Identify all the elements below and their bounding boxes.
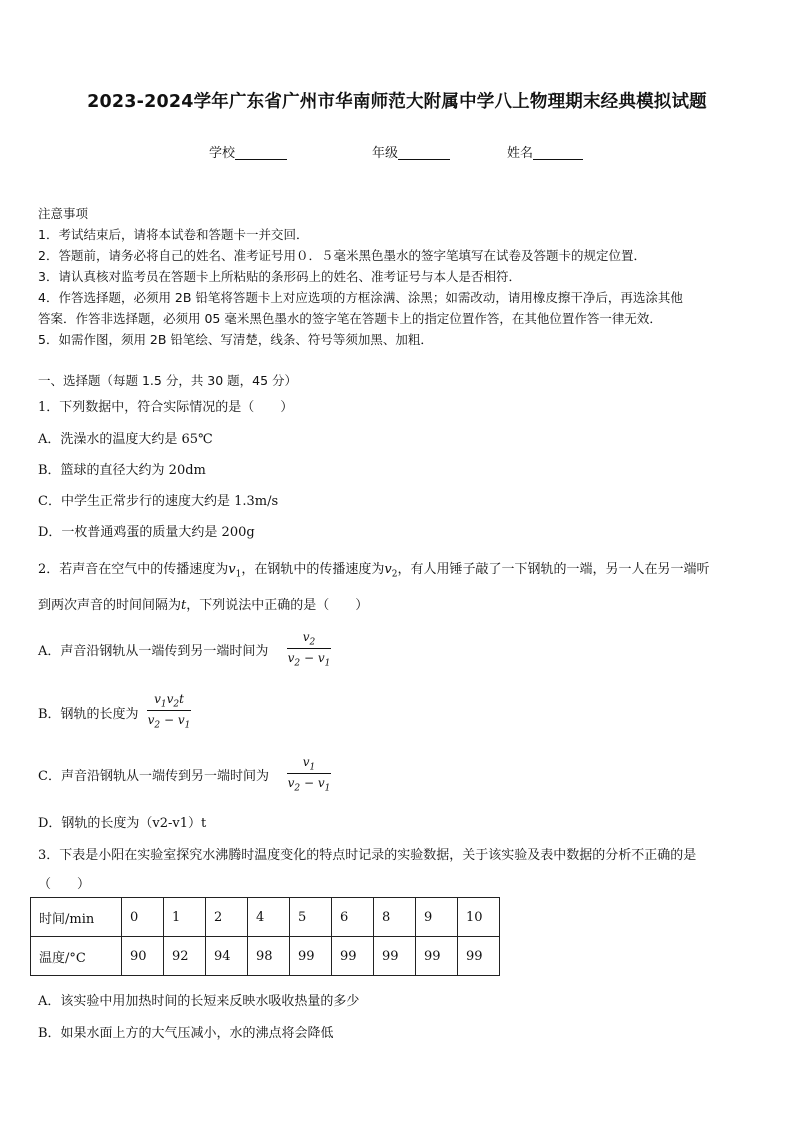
table-cell: 8 <box>374 898 416 937</box>
notice-item: 2．答题前，请务必将自己的姓名、准考证号用０．５毫米黑色墨水的签字笔填写在试卷及答题卡的规定位置． <box>38 248 646 263</box>
notice-item: 5．如需作图，须用 2B 铅笔绘、写清楚，线条、符号等须加黑、加粗． <box>38 332 433 347</box>
page-title: 2023-2024学年广东省广州市华南师范大附属中学八上物理期末经典模拟试题 <box>87 92 707 112</box>
name-field[interactable] <box>507 142 583 161</box>
notice-item: 1．考试结束后，请将本试卷和答题卡一并交回． <box>38 227 309 242</box>
notice-heading: 注意事项 <box>38 206 89 221</box>
table-cell: 10 <box>458 898 500 937</box>
q1-stem: 1．下列数据中，符合实际情况的是（ ） <box>38 400 294 415</box>
table-row <box>31 937 500 976</box>
table-cell: 90 <box>122 937 164 976</box>
school-label: 学校 <box>209 146 236 161</box>
q1-option-d[interactable]: D．一枚普通鸡蛋的质量大约是 200g <box>38 525 255 540</box>
q1-option-a[interactable]: A．洗澡水的温度大约是 65℃ <box>38 432 213 447</box>
grade-label: 年级 <box>372 146 399 161</box>
q2-option-b[interactable]: B．钢轨的长度为 <box>38 707 139 722</box>
table-cell: 99 <box>332 937 374 976</box>
notice-item: 3．请认真核对监考员在答题卡上所粘贴的条形码上的姓名、准考证号与本人是否相符． <box>38 269 521 284</box>
table-cell: 99 <box>458 937 500 976</box>
table-cell: 99 <box>290 937 332 976</box>
q1-option-b[interactable]: B．篮球的直径大约为 20dm <box>38 463 206 478</box>
q2-stem-line2: 到两次声音的时间间隔为t，下列说法中正确的是（ ） <box>38 598 369 613</box>
table-cell: 98 <box>248 937 290 976</box>
q2-option-d[interactable]: D．钢轨的长度为（v2-v1）t <box>38 816 207 831</box>
q2-option-c[interactable]: C．声音沿钢轨从一端传到另一端时间为 <box>38 769 269 784</box>
table-cell: 4 <box>248 898 290 937</box>
school-field[interactable] <box>209 142 287 161</box>
grade-blank[interactable] <box>398 145 450 160</box>
q2-c-fraction: $v_1$ $v_2 - v_1$ <box>287 755 331 794</box>
table-cell: 92 <box>164 937 206 976</box>
q2-b-fraction: $v_1v_2t$ $v_2 - v_1$ <box>147 692 191 731</box>
name-label: 姓名 <box>507 146 534 161</box>
table-row <box>31 898 500 937</box>
table-cell: 99 <box>374 937 416 976</box>
q3-option-a[interactable]: A．该实验中用加热时间的长短来反映水吸收热量的多少 <box>38 994 360 1009</box>
grade-field[interactable] <box>372 142 450 161</box>
q3-data-table <box>30 897 500 976</box>
school-blank[interactable] <box>235 145 287 160</box>
table-cell: 5 <box>290 898 332 937</box>
table-cell: 6 <box>332 898 374 937</box>
q2-a-fraction: $v_2$ $v_2 - v_1$ <box>287 630 331 669</box>
q3-stem: 3．下表是小阳在实验室探究水沸腾时温度变化的特点时记录的实验数据，关于该实验及表中数据的分析不正确的是 <box>38 848 697 863</box>
section-heading: 一、选择题（每题 1.5 分，共 30 题，45 分） <box>38 373 298 388</box>
table-cell: 1 <box>164 898 206 937</box>
table-row-header: 温度/°C <box>31 937 122 976</box>
notice-item: 答案．作答非选择题，必须用 05 毫米黑色墨水的签字笔在答题卡上的指定位置作答，在其他位置作答一律无效． <box>38 311 662 326</box>
table-cell: 2 <box>206 898 248 937</box>
q1-option-c[interactable]: C．中学生正常步行的速度大约是 1.3m/s <box>38 494 279 509</box>
q2-stem-line1: 2．若声音在空气中的传播速度为$v_1$，在钢轨中的传播速度为$v_2$，有人用锤子敲了一下钢轨的一端，另一人在另一端听 <box>38 562 710 580</box>
name-blank[interactable] <box>533 145 583 160</box>
table-cell: 94 <box>206 937 248 976</box>
table-cell: 99 <box>416 937 458 976</box>
table-row-header: 时间/min <box>31 898 122 937</box>
table-cell: 9 <box>416 898 458 937</box>
notice-item: 4．作答选择题，必须用 2B 铅笔将答题卡上对应选项的方框涂满、涂黑；如需改动，请用橡皮擦干净后，再选涂其他 <box>38 290 683 305</box>
q2-option-a[interactable]: A．声音沿钢轨从一端传到另一端时间为 <box>38 644 269 659</box>
q3-option-b[interactable]: B．如果水面上方的大气压减小，水的沸点将会降低 <box>38 1026 334 1041</box>
q3-stem-paren: （ ） <box>38 877 91 892</box>
table-cell: 0 <box>122 898 164 937</box>
